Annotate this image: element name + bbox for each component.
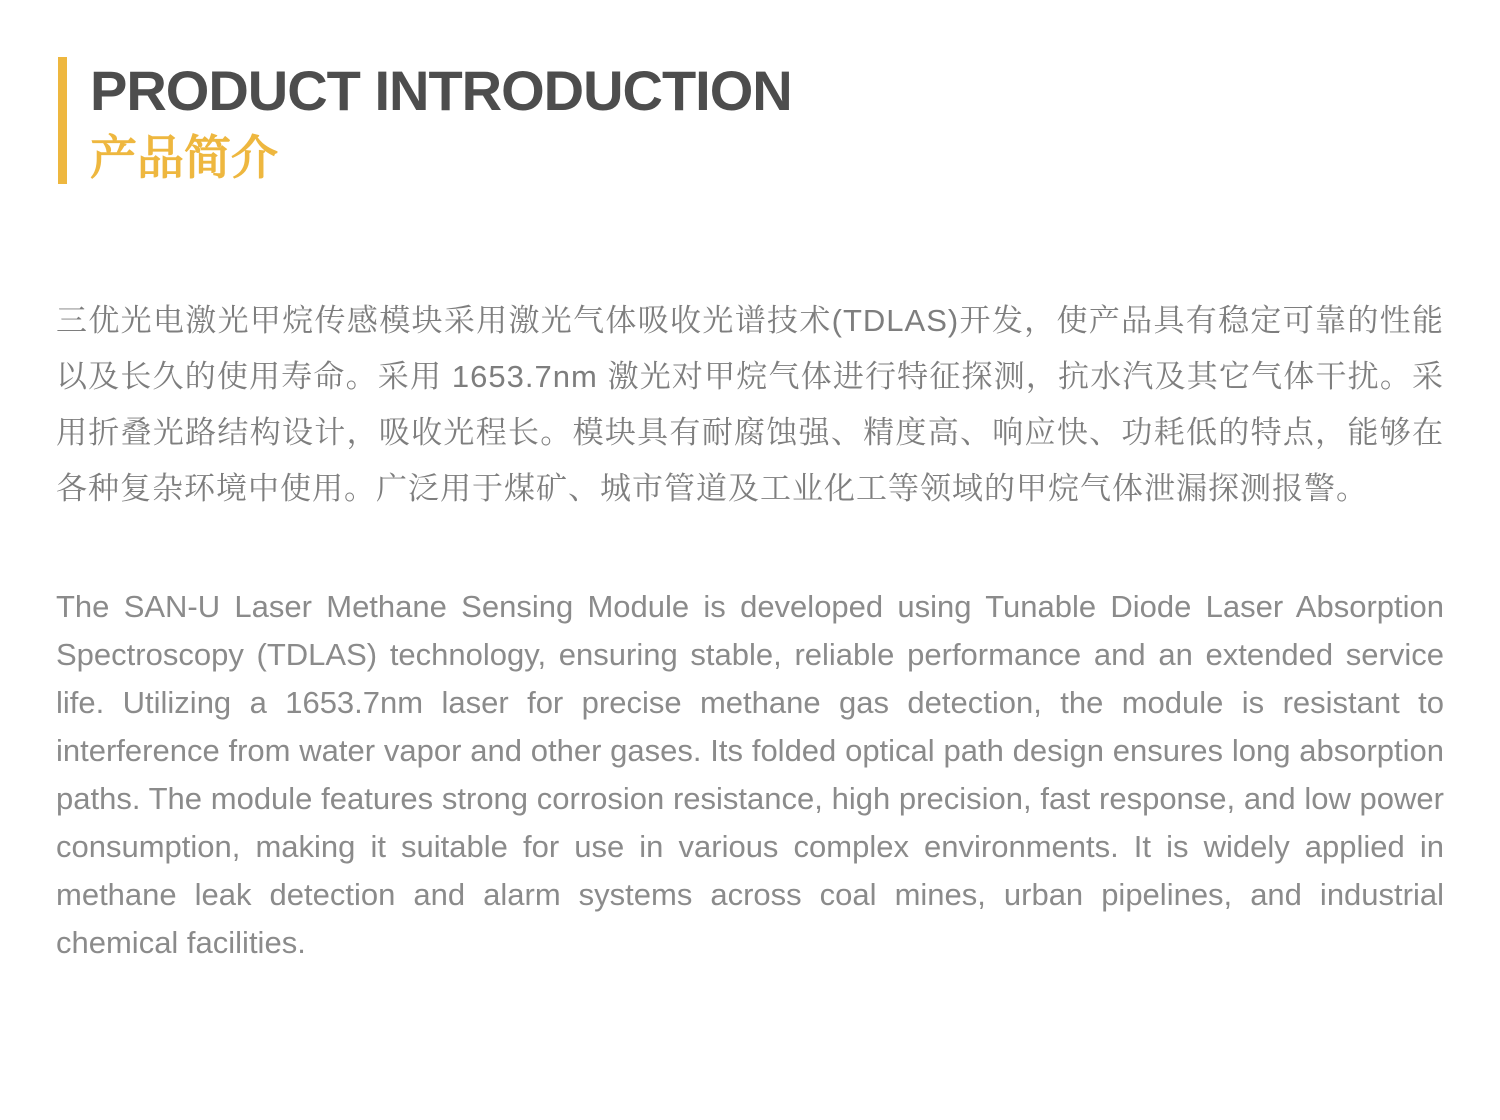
accent-bar xyxy=(58,57,67,184)
product-description-chinese: 三优光电激光甲烷传感模块采用激光气体吸收光谱技术(TDLAS)开发，使产品具有稳定可靠的性能以及长久的使用寿命。采用 1653.7nm 激光对甲烷气体进行特征探测，抗水汽及其它气体干扰。采用折叠光路结构设计，吸收光程长。模块具有耐腐蚀强、精度高、响应快、功耗低的特点，能够在各种复杂环境中使用。广泛用于煤矿、城市管道及工业化工等领域的甲烷气体泄漏探测报警。 xyxy=(56,303,1444,506)
section-body xyxy=(56,213,1444,967)
section-header xyxy=(58,57,792,184)
section-titles xyxy=(90,57,792,184)
section-title-english: PRODUCT INTRODUCTION xyxy=(90,59,792,122)
product-description-english: The SAN-U Laser Methane Sensing Module is developed using Tunable Diode Laser Absorption Spectroscopy (TDLAS) technology, ensuring stable, reliable performance and an extended service life. Utilizing a 1653.7nm laser for precise methane gas detection, the module is resistant to interference from water vapor and other gases. Its folded optical path design ensures long absorption paths. The module features strong corrosion resistance, high precision, fast response, and low power consumption, making it suitable for use in various complex environments. It is widely applied in methane leak detection and alarm systems across coal mines, urban pipelines, and industrial chemical facilities. xyxy=(56,589,1444,960)
section-title-chinese: 产品简介 xyxy=(90,131,278,184)
